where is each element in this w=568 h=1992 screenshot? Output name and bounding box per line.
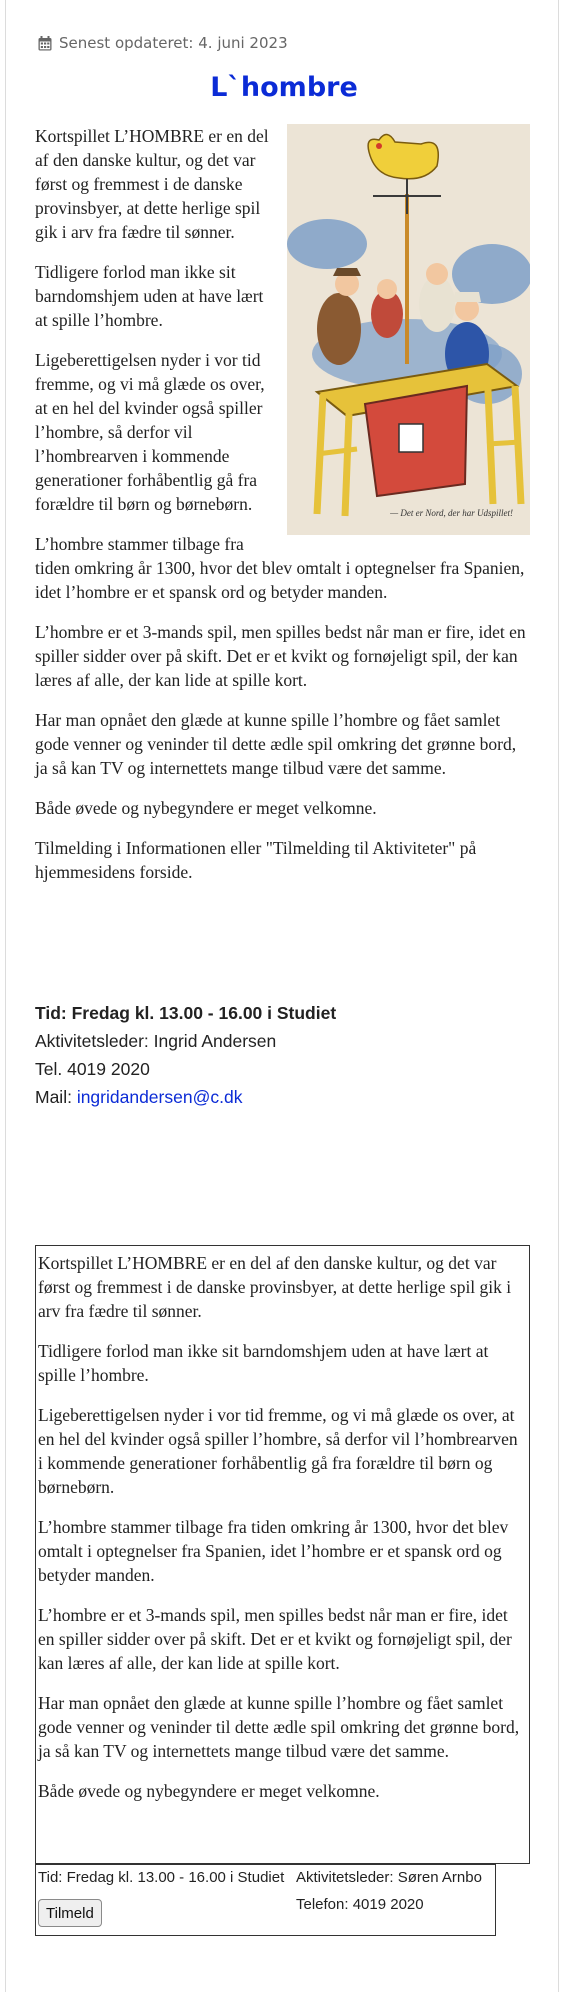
- last-updated-text: Senest opdateret: 4. juni 2023: [59, 34, 288, 52]
- activity-details: [35, 999, 530, 1111]
- mail-label: Mail:: [35, 1087, 77, 1107]
- signup-leader: Aktivitetsleder: Søren Arnbo: [296, 1869, 482, 1886]
- article-paragraph: Tilmelding i Informationen eller "Tilmelding til Aktiviteter" på hjemmesidens forside.: [35, 838, 477, 882]
- article-paragraph: L’hombre er et 3-mands spil, men spilles bedst når man er fire, idet en spiller sidder over på skift. Det er et kvikt og fornøjeligt spil, der kan læres af alle, der kan lide at spille kort.: [35, 622, 526, 690]
- last-updated: [38, 34, 288, 52]
- box-paragraph: Tidligere forlod man ikke sit barndomshjem uden at have lært at spille l’hombre.: [38, 1341, 489, 1385]
- signup-panel: [35, 1864, 496, 1936]
- activity-mail: [35, 1083, 530, 1111]
- calendar-icon: [38, 36, 52, 51]
- activity-leader: Aktivitetsleder: Ingrid Andersen: [35, 1031, 277, 1051]
- page-title: L`hombre: [210, 72, 358, 103]
- box-paragraph: Både øvede og nybegyndere er meget velkomne.: [38, 1781, 380, 1801]
- activity-phone: Tel. 4019 2020: [35, 1059, 150, 1079]
- signup-phone: Telefon: 4019 2020: [296, 1896, 424, 1913]
- article-paragraph: L’hombre stammer tilbage fra tiden omkring år 1300, hvor det blev omtalt i optegnelser fra Spanien, idet l’hombre er et spansk ord og betyder manden.: [35, 534, 525, 602]
- box-paragraph: L’hombre stammer tilbage fra tiden omkring år 1300, hvor det blev omtalt i optegnelser fra Spanien, idet l’hombre er et spansk ord og betyder manden.: [38, 1517, 509, 1585]
- mail-link[interactable]: ingridandersen@c.dk: [76, 1087, 243, 1107]
- article-paragraph: Tidligere forlod man ikke sit barndomshjem uden at have lært at spille l’hombre.: [35, 262, 264, 330]
- box-paragraph: Har man opnået den glæde at kunne spille l’hombre og fået samlet gode venner og veninder til dette ædle spil omkring det grønne bord, ja så kan TV og internettets mange tilbud være det samme.: [38, 1693, 520, 1761]
- article-paragraph: Har man opnået den glæde at kunne spille l’hombre og fået samlet gode venner og veninder til dette ædle spil omkring det grønne bord, ja så kan TV og internettets mange tilbud være det samme.: [35, 710, 517, 778]
- activity-time: Tid: Fredag kl. 13.00 - 16.00 i Studiet: [35, 1003, 337, 1023]
- description-box: [35, 1245, 530, 1864]
- article: [35, 124, 530, 900]
- signup-button[interactable]: Tilmeld: [38, 1899, 102, 1927]
- signup-time: Tid: Fredag kl. 13.00 - 16.00 i Studiet: [38, 1869, 285, 1886]
- article-paragraph: Både øvede og nybegyndere er meget velkomne.: [35, 798, 377, 818]
- illustration-caption: — Det er Nord, der har Udspillet!: [390, 508, 513, 518]
- box-paragraph: L’hombre er et 3-mands spil, men spilles bedst når man er fire, idet en spiller sidder over på skift. Det er et kvikt og fornøjeligt spil, der kan læres af alle, der kan lide at spille kort.: [38, 1605, 512, 1673]
- article-paragraph: Ligeberettigelsen nyder i vor tid fremme, og vi må glæde os over, at en hel del kvinder også spiller l’hombre, så derfor vil l’hombrearven i kommende generationer forhåbentlig gå fra forældre til børn og børnebørn.: [35, 350, 265, 514]
- box-paragraph: Ligeberettigelsen nyder i vor tid fremme, og vi må glæde os over, at en hel del kvinder også spiller l’hombre, så derfor vil l’hombrearven i kommende generationer forhåbentlig gå fra forældre til børn og børnebørn.: [38, 1405, 518, 1497]
- box-paragraph: Kortspillet L’HOMBRE er en del af den danske kultur, og det var først og fremmest i de danske provinsbyer, at dette herlige spil gik i arv fra fædre til sønner.: [38, 1253, 512, 1321]
- article-paragraph: Kortspillet L’HOMBRE er en del af den danske kultur, og det var først og fremmest i de danske provinsbyer, at dette herlige spil gik i arv fra fædre til sønner.: [35, 126, 269, 242]
- lhombre-illustration: [287, 124, 530, 535]
